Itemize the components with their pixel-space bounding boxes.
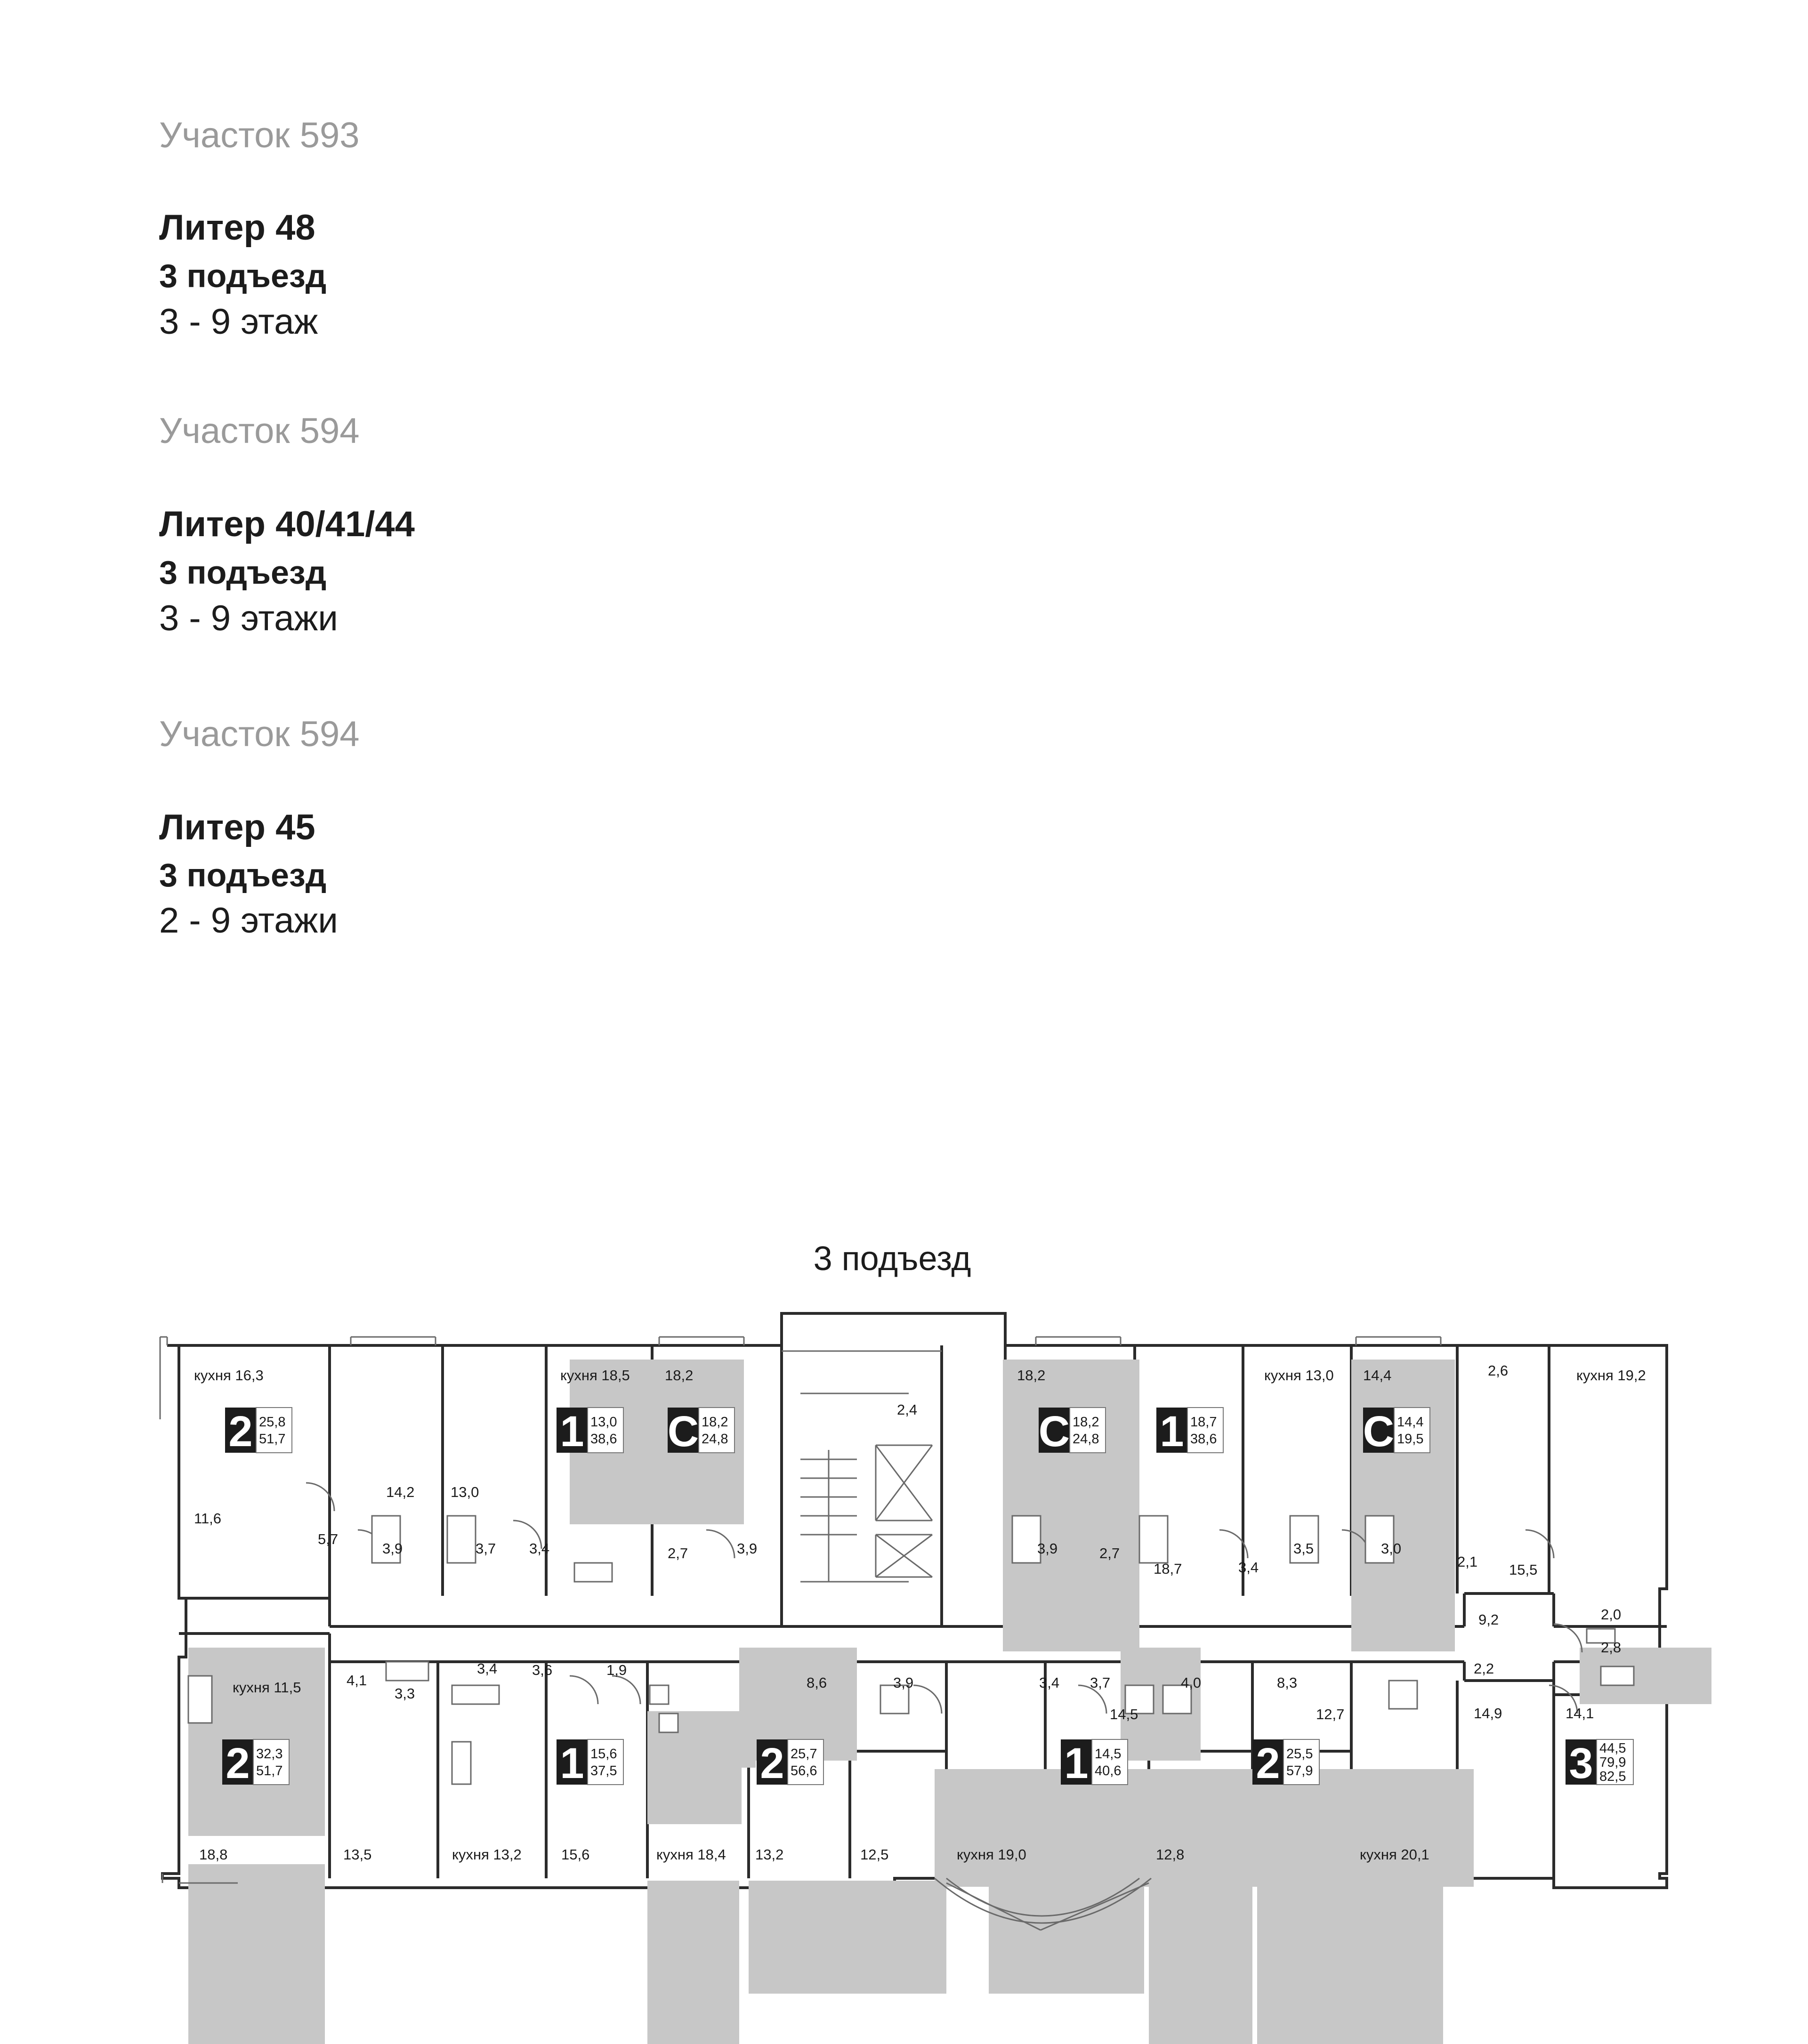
door-swing	[913, 1685, 942, 1714]
room-label: 14,5	[1110, 1706, 1138, 1722]
room-label: 3,5	[1293, 1540, 1314, 1557]
floors-label-3: 2 - 9 этажи	[159, 901, 338, 941]
apartment-badge-a4	[1039, 1408, 1106, 1456]
fixture	[1601, 1666, 1634, 1685]
apartment-type: 1	[1064, 1739, 1089, 1787]
room-label: 3,7	[476, 1540, 496, 1557]
room-label: 18,7	[1154, 1561, 1182, 1577]
apartment-area: 38,6	[1190, 1432, 1217, 1447]
room-label: 14,4	[1363, 1367, 1392, 1384]
shaded-area	[1580, 1648, 1711, 1704]
apartment-type: 2	[760, 1739, 784, 1787]
room-label: 13,0	[451, 1484, 479, 1500]
apartment-area: 79,9	[1599, 1755, 1626, 1770]
apartment-area: 37,5	[590, 1763, 617, 1778]
shaded-area	[935, 1769, 1005, 1887]
apartment-badge-a11	[1252, 1739, 1319, 1787]
room-label: 3,7	[1090, 1674, 1111, 1691]
room-label: 8,6	[807, 1674, 827, 1691]
room-label: 3,4	[1039, 1674, 1060, 1691]
floors-label-2: 3 - 9 этажи	[159, 598, 338, 638]
apartment-area: 82,5	[1599, 1769, 1626, 1784]
room-label: кухня 19,0	[957, 1846, 1026, 1863]
room-label: 2,7	[1099, 1545, 1120, 1561]
entrance-label-3: 3 подъезд	[159, 857, 327, 893]
room-label: кухня 13,2	[452, 1846, 522, 1863]
apartment-area: 32,3	[256, 1746, 283, 1762]
floors-label-1: 3 - 9 этаж	[159, 302, 318, 342]
room-label: 2,6	[1488, 1362, 1509, 1379]
room-label: 14,1	[1566, 1705, 1594, 1722]
room-label: 5,7	[318, 1531, 339, 1547]
apartment-type: 3	[1569, 1739, 1593, 1787]
fixture	[574, 1563, 612, 1582]
apartment-area: 15,6	[590, 1746, 617, 1762]
room-label: 9,2	[1478, 1611, 1499, 1628]
room-label: 13,5	[343, 1846, 372, 1863]
liter-label-3: Литер 45	[159, 807, 315, 847]
fixture	[1389, 1681, 1417, 1709]
shaded-area	[1149, 1881, 1252, 2044]
shaded-area	[647, 1768, 742, 1824]
room-label: 15,5	[1509, 1561, 1538, 1578]
apartment-badge-a1	[225, 1408, 292, 1456]
apartment-area: 25,8	[259, 1415, 286, 1430]
fixture	[650, 1685, 669, 1704]
shaded-area	[749, 1881, 946, 1994]
room-label: 8,3	[1277, 1674, 1298, 1691]
room-label: кухня 13,0	[1264, 1367, 1334, 1384]
room-label: 3,9	[737, 1540, 758, 1557]
fixture	[1139, 1516, 1168, 1563]
room-label: кухня 20,1	[1360, 1846, 1429, 1863]
apartment-badge-a2	[557, 1408, 623, 1456]
apartment-badge-a5	[1156, 1408, 1223, 1456]
apartment-type: С	[1038, 1408, 1070, 1456]
apartment-type: 2	[1256, 1739, 1280, 1787]
room-label: 3,4	[477, 1660, 498, 1677]
room-label: 11,6	[194, 1510, 222, 1527]
room-label: 13,2	[755, 1846, 784, 1863]
room-label: 18,2	[665, 1367, 694, 1384]
apartment-badge-a12	[1566, 1739, 1633, 1787]
apartment-type: С	[1363, 1408, 1395, 1456]
room-label: кухня 18,4	[656, 1846, 726, 1863]
apartment-area: 51,7	[259, 1432, 286, 1447]
room-label: 4,1	[347, 1672, 367, 1689]
shaded-area	[1003, 1360, 1139, 1651]
plan-title: 3 подъезд	[813, 1240, 971, 1278]
apartment-area: 13,0	[590, 1415, 617, 1430]
apartment-badge-a6	[1363, 1408, 1430, 1456]
plot-label-1: Участок 593	[159, 115, 360, 155]
apartment-area: 44,5	[1599, 1741, 1626, 1756]
room-label: 3,9	[382, 1540, 403, 1557]
apartment-type: 1	[1160, 1408, 1184, 1456]
apartment-area: 14,4	[1397, 1415, 1424, 1430]
room-label: 18,2	[1017, 1367, 1046, 1384]
apartment-area: 18,2	[702, 1415, 728, 1430]
room-label: 3,9	[893, 1674, 914, 1691]
room-label: 2,4	[897, 1401, 918, 1418]
apartment-area: 24,8	[702, 1432, 728, 1447]
fixture	[452, 1685, 499, 1704]
apartment-area: 38,6	[590, 1432, 617, 1447]
room-label: 14,9	[1474, 1705, 1502, 1722]
room-label: 12,8	[1156, 1846, 1185, 1863]
shaded-area	[989, 1881, 1144, 1994]
room-label: 14,2	[386, 1484, 415, 1500]
apartment-type: 1	[560, 1408, 584, 1456]
room-label: 2,1	[1457, 1553, 1478, 1570]
room-label: 3,6	[532, 1662, 553, 1678]
room-label: кухня 19,2	[1576, 1367, 1646, 1384]
apartment-area: 56,6	[791, 1763, 817, 1778]
room-label: 2,8	[1601, 1639, 1622, 1656]
room-label: кухня 18,5	[560, 1367, 630, 1384]
apartment-area: 25,7	[791, 1746, 817, 1762]
door-swing	[570, 1676, 598, 1704]
entrance-label-2: 3 подъезд	[159, 554, 327, 591]
room-label: 3,0	[1381, 1540, 1402, 1557]
fixture	[452, 1742, 471, 1784]
apartment-badge-a8	[557, 1739, 623, 1787]
door-swing	[706, 1530, 734, 1558]
room-label: 15,6	[561, 1846, 590, 1863]
room-label: 3,3	[395, 1685, 415, 1702]
room-label: 2,7	[668, 1545, 688, 1561]
room-label: кухня 11,5	[233, 1679, 301, 1696]
fixture	[1012, 1516, 1041, 1563]
apartment-area: 40,6	[1095, 1763, 1122, 1778]
door-swing	[1554, 1624, 1582, 1652]
room-label: 3,4	[1238, 1559, 1259, 1576]
entrance-label-1: 3 подъезд	[159, 258, 327, 294]
room-label: 3,9	[1037, 1540, 1058, 1557]
liter-label-2: Литер 40/41/44	[159, 504, 415, 544]
apartment-badge-a10	[1061, 1739, 1128, 1787]
apartment-area: 51,7	[256, 1763, 283, 1778]
room-label: 18,8	[199, 1846, 228, 1863]
apartment-area: 24,8	[1073, 1432, 1099, 1447]
fixture	[386, 1662, 428, 1681]
fixture	[447, 1516, 476, 1563]
plot-label-3: Участок 594	[159, 714, 360, 754]
apartment-badge-a7	[222, 1739, 289, 1787]
room-label: 3,4	[529, 1540, 550, 1557]
room-label: 2,0	[1601, 1606, 1622, 1623]
room-label: 12,5	[860, 1846, 889, 1863]
room-label: 2,2	[1474, 1660, 1494, 1677]
apartment-area: 25,5	[1286, 1746, 1313, 1762]
apartment-area: 18,7	[1190, 1415, 1217, 1430]
room-label: 1,9	[606, 1662, 627, 1678]
apartment-type: 2	[228, 1408, 253, 1456]
apartment-type: С	[667, 1408, 699, 1456]
apartment-type: 1	[560, 1739, 584, 1787]
apartment-area: 14,5	[1095, 1746, 1122, 1762]
room-label: кухня 16,3	[194, 1367, 264, 1384]
fixture	[188, 1676, 212, 1723]
shaded-area	[647, 1881, 739, 2044]
fixture	[659, 1714, 678, 1732]
plot-label-2: Участок 594	[159, 411, 360, 451]
apartment-area: 19,5	[1397, 1432, 1424, 1447]
liter-label-1: Литер 48	[159, 208, 315, 248]
apartment-type: 2	[226, 1739, 250, 1787]
room-label: 4,0	[1181, 1674, 1202, 1691]
apartment-badge-a3	[668, 1408, 734, 1456]
apartment-area: 57,9	[1286, 1763, 1313, 1778]
room-label: 12,7	[1316, 1706, 1345, 1722]
apartment-area: 18,2	[1073, 1415, 1099, 1430]
apartment-badge-a9	[757, 1739, 823, 1787]
shaded-area	[1351, 1360, 1455, 1651]
shaded-area	[1257, 1881, 1443, 2044]
door-swing	[612, 1676, 640, 1704]
shaded-area	[188, 1864, 325, 2044]
